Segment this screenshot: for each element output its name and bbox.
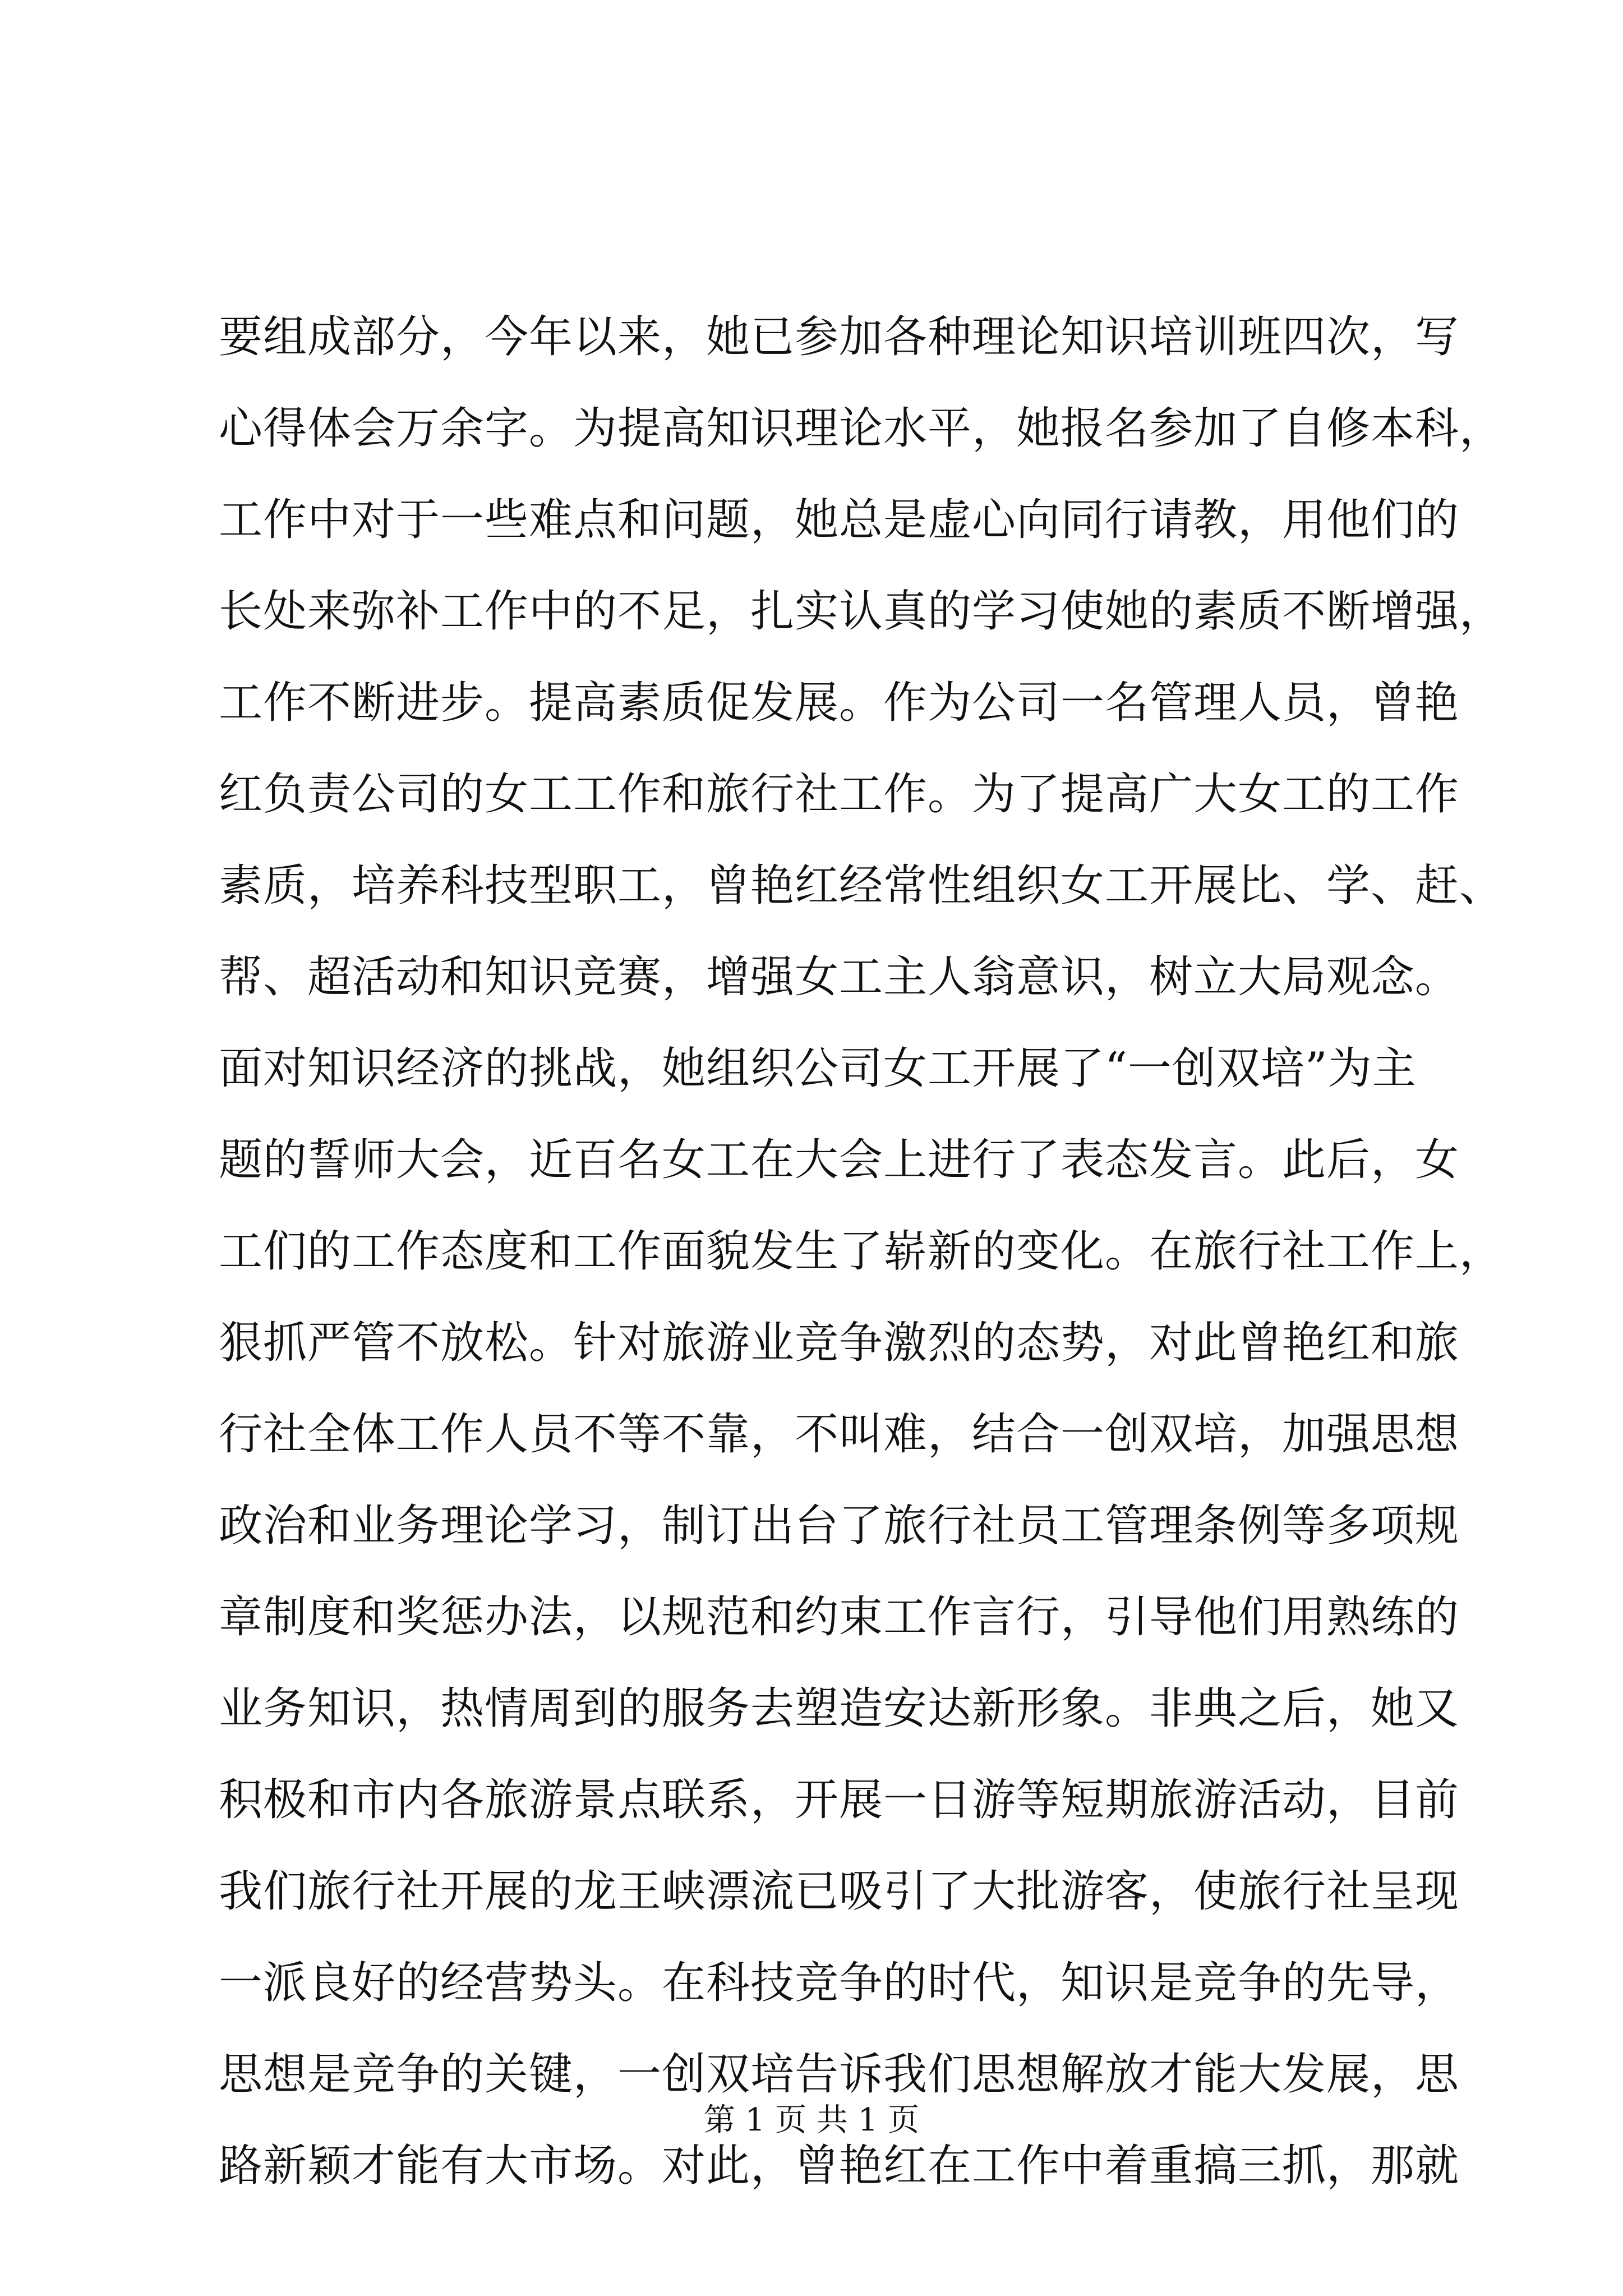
text-line: 工们的工作态度和工作面貌发生了崭新的变化。在旅行社工作上， <box>219 1226 1504 1277</box>
text-line: 红负责公司的女工工作和旅行社工作。为了提高广大女工的工作 <box>219 769 1460 820</box>
text-line: 心得体会万余字。为提高知识理论水平，她报名参加了自修本科， <box>219 403 1504 454</box>
text-line: 我们旅行社开展的龙王峡漂流已吸引了大批游客，使旅行社呈现 <box>219 1866 1460 1917</box>
page-footer: 第 1 页 共 1 页 <box>703 2102 920 2138</box>
text-line: 工作不断进步。提高素质促发展。作为公司一名管理人员，曾艳 <box>219 678 1460 728</box>
text-line: 狠抓严管不放松。针对旅游业竞争激烈的态势，对此曾艳红和旅 <box>219 1318 1460 1368</box>
text-line: 政治和业务理论学习，制订出台了旅行社员工管理条例等多项规 <box>219 1501 1460 1551</box>
body-text <box>219 292 1504 2212</box>
text-line: 帮、超活动和知识竞赛，增强女工主人翁意识，树立大局观念。 <box>219 952 1460 1002</box>
text-line: 面对知识经济的挑战，她组织公司女工开展了“一创双培”为主 <box>219 1043 1417 1094</box>
text-line: 素质，培养科技型职工，曾艳红经常性组织女工开展比、学、赶、 <box>219 861 1504 911</box>
text-line: 路新颖才能有大市场。对此，曾艳红在工作中着重搞三抓，那就 <box>219 2141 1460 2191</box>
text-line: 长处来弥补工作中的不足，扎实认真的学习使她的素质不断增强， <box>219 586 1504 637</box>
text-line: 行社全体工作人员不等不靠，不叫难，结合一创双培，加强思想 <box>219 1409 1460 1460</box>
text-line: 要组成部分，今年以来，她已参加各种理论知识培训班四次，写 <box>219 312 1460 362</box>
text-line: 题的誓师大会，近百名女工在大会上进行了表态发言。此后，女 <box>219 1135 1460 1185</box>
text-line: 一派良好的经营势头。在科技竞争的时代，知识是竞争的先导， <box>219 1958 1460 2008</box>
text-line: 章制度和奖惩办法，以规范和约束工作言行，引导他们用熟练的 <box>219 1592 1460 1642</box>
text-line: 积极和市内各旅游景点联系，开展一日游等短期旅游活动，目前 <box>219 1775 1460 1825</box>
text-line: 思想是竞争的关键，一创双培告诉我们思想解放才能大发展，思 <box>219 2049 1460 2100</box>
text-line: 工作中对于一些难点和问题，她总是虚心向同行请教，用他们的 <box>219 495 1460 545</box>
text-line: 业务知识，热情周到的服务去塑造安达新形象。非典之后，她又 <box>219 1683 1460 1734</box>
